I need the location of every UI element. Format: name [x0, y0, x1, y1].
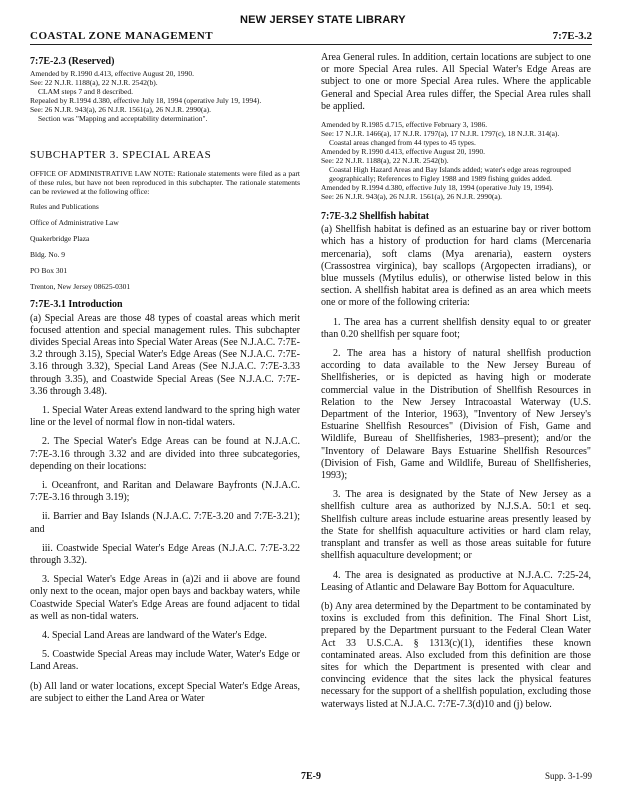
paragraph: 1. Special Water Areas extend landward to the spring high water line or the level of normal flow in non-tidal waters. — [30, 405, 300, 429]
library-stamp: NEW JERSEY STATE LIBRARY — [240, 14, 406, 26]
paragraph: 3. Special Water's Edge Areas in (a)2i and ii above are found only next to the ocean, major open bays and backbay waters, while Coastwide Special Water's Edge Areas are found adjacent to tidal as well as non-tidal waters. — [30, 574, 300, 622]
address-line: PO Box 301 — [30, 266, 68, 276]
history-note: Coastal areas changed from 44 types to 45 types. — [329, 138, 476, 148]
history-note: Amended by R.1994 d.380, effective July 18, 1994 (operative July 19, 1994). — [321, 183, 554, 193]
paragraph: 2. The Special Water's Edge Areas can be found at N.J.A.C. 7:7E-3.16 through 3.32 and are divided into three subcategories, depending on their locations: — [30, 436, 300, 472]
address-line: Rules and Publications — [30, 202, 99, 212]
history-note: Amended by R.1990 d.413, effective August 20, 1990. — [321, 147, 486, 157]
header-left: COASTAL ZONE MANAGEMENT — [30, 30, 214, 42]
paragraph: (a) Shellfish habitat is defined as an estuarine bay or river bottom which has a history of production for hard clams (Mercenaria mercenaria), soft clams (Mya arenaria), eastern oysters (Crassostrea virginica), bay scallops (Argopecten irradians), or blue mussels (Mytilus edulis), or otherwise listed below in this section. A shellfish habitat area is defined as an area which meets one or more of the following criteria: — [321, 224, 591, 309]
paragraph: i. Oceanfront, and Raritan and Delaware Bayfronts (N.J.A.C. 7:7E-3.16 through 3.19); — [30, 480, 300, 504]
paragraph: 1. The area has a current shellfish density equal to or greater than 0.20 shellfish per square foot; — [321, 316, 591, 340]
paragraph: 2. The area has a history of natural shellfish production according to data available to the New Jersey Bureau of Shellfisheries, or is depicted as having high or moderate commercial value in the Distribution of Shellfish Resources in Relation to the New Jersey Intracoastal Waterway (U.S. Department of the Interior, 1963), "Inventory of New Jersey's Estuarine Shellfish Resources" (Division of Fish, Game and Wildlife, Bureau of Shellfisheries, 1983–present); and/or the "Inventory of Delaware Bays Estuarine Shellfish Resources" (Division of Fish, Game and Wildlife, Bureau of Shellfisheries, 1993); — [321, 348, 591, 482]
history-note: See: 17 N.J.R. 1466(a), 17 N.J.R. 1797(a), 17 N.J.R. 1797(c), 18 N.J.R. 314(a). — [321, 129, 560, 139]
history-note: See: 26 N.J.R. 943(a), 26 N.J.R. 1561(a), 26 N.J.R. 2990(a). — [30, 105, 212, 115]
page-number: 7E-9 — [301, 771, 321, 782]
subchapter-title: SUBCHAPTER 3. SPECIAL AREAS — [30, 149, 212, 162]
header-rule — [30, 44, 592, 45]
paragraph: 4. The area is designated as productive at N.J.A.C. 7:25-24, Leasing of Atlantic and Delaware Bay Bottom for Aquaculture. — [321, 569, 591, 593]
paragraph: (a) Special Areas are those 48 types of coastal areas which merit focused attention and special management rules. This subchapter divides Special Areas into Special Water Areas (See N.J.A.C. 7:7E-3.2 through 3.15), Special Water's Edge Areas (See N.J.A.C. 7:7E-3.16 through 3.32), Special Land Areas (See N.J.A.C. 7:7E-3.33 through 3.35), and Coastwide Special Areas (See N.J.A.C. 7:7E-3.36 through 3.48). — [30, 312, 300, 397]
right-column — [321, 52, 591, 718]
paragraph: 3. The area is designated by the State of New Jersey as a shellfish culture area as authorized by N.J.S.A. 50:1 et seq. Shellfish culture areas include estuarine areas presently leased by the State for shellfish aquaculture activities or hard clam relay, transplant and transfer as well as those areas suitable for future shellfish aquaculture development; or — [321, 489, 591, 562]
history-note: Coastal High Hazard Areas and Bay Islands added; water's edge areas regrouped geographically; References to Figley 1988 and 1989 fishing guides added. — [329, 165, 571, 184]
paragraph: 4. Special Land Areas are landward of the Water's Edge. — [42, 630, 267, 642]
paragraph: (b) Any area determined by the Department to be contaminated by toxins is excluded from this definition. The Final Short List, prepared by the Department pursuant to the Federal Clean Water Act 33 U.S.C.A. § 1313(c)(1), identifies these known contaminated areas. Also excluded from this definition are those sites for which the Department is presented with clear and convincing evidence that the sites lack the physical features necessary for the support of a shellfish population, excluding those waterways listed at N.J.A.C. 7:7E-7.3(d)10 and (j) below. — [321, 600, 591, 710]
history-note: Repealed by R.1994 d.380, effective July 18, 1994 (operative July 19, 1994). — [30, 96, 262, 106]
paragraph: (b) All land or water locations, except Special Water's Edge Areas, are subject to either the Land Area or Water — [30, 680, 300, 704]
paragraph: Area General rules. In addition, certain locations are subject to one or more Special Area rules. All Special Water's Edge Areas are subject to one or more Special Area rules. Where the applicable General and Special Area rules differ, the Special Area rules shall be applied. — [321, 52, 591, 112]
oal-note: OFFICE OF ADMINISTRATIVE LAW NOTE: Rationale statements were filed as a part of these rules, but have not been reproduced in this subchapter. The rationale statements can be reviewed at the following office: — [30, 169, 300, 197]
paragraph: iii. Coastwide Special Water's Edge Areas (N.J.A.C. 7:7E-3.22 through 3.32). — [30, 542, 300, 567]
section-heading: 7:7E-3.1 Introduction — [30, 299, 123, 311]
paragraph: 5. Coastwide Special Areas may include Water, Water's Edge or Land Areas. — [30, 649, 300, 673]
history-note: See: 22 N.J.R. 1188(a), 22 N.J.R. 2542(b). — [321, 156, 449, 166]
history-note: See: 22 N.J.R. 1188(a), 22 N.J.R. 2542(b). — [30, 78, 158, 88]
history-note: Amended by R.1985 d.715, effective February 3, 1986. — [321, 120, 488, 130]
history-note: CLAM steps 7 and 8 described. — [38, 87, 133, 97]
paragraph: ii. Barrier and Bay Islands (N.J.A.C. 7:7E-3.20 and 7:7E-3.21); and — [30, 511, 300, 535]
address-line: Trenton, New Jersey 08625-0301 — [30, 282, 131, 292]
section-heading: 7:7E-2.3 (Reserved) — [30, 56, 115, 67]
address-line: Bldg. No. 9 — [30, 250, 66, 260]
history-note: Amended by R.1990 d.413, effective August 20, 1990. — [30, 69, 195, 79]
address-line: Quakerbridge Plaza — [30, 234, 90, 244]
history-note: Section was "Mapping and acceptability determination". — [38, 114, 208, 124]
address-line: Office of Administrative Law — [30, 218, 119, 228]
history-note: See: 26 N.J.R. 943(a), 26 N.J.R. 1561(a), 26 N.J.R. 2990(a). — [321, 192, 503, 202]
section-heading: 7:7E-3.2 Shellfish habitat — [321, 211, 430, 223]
supplement-date: Supp. 3-1-99 — [545, 771, 592, 781]
left-column — [30, 52, 300, 712]
header-right: 7:7E-3.2 — [552, 30, 592, 42]
